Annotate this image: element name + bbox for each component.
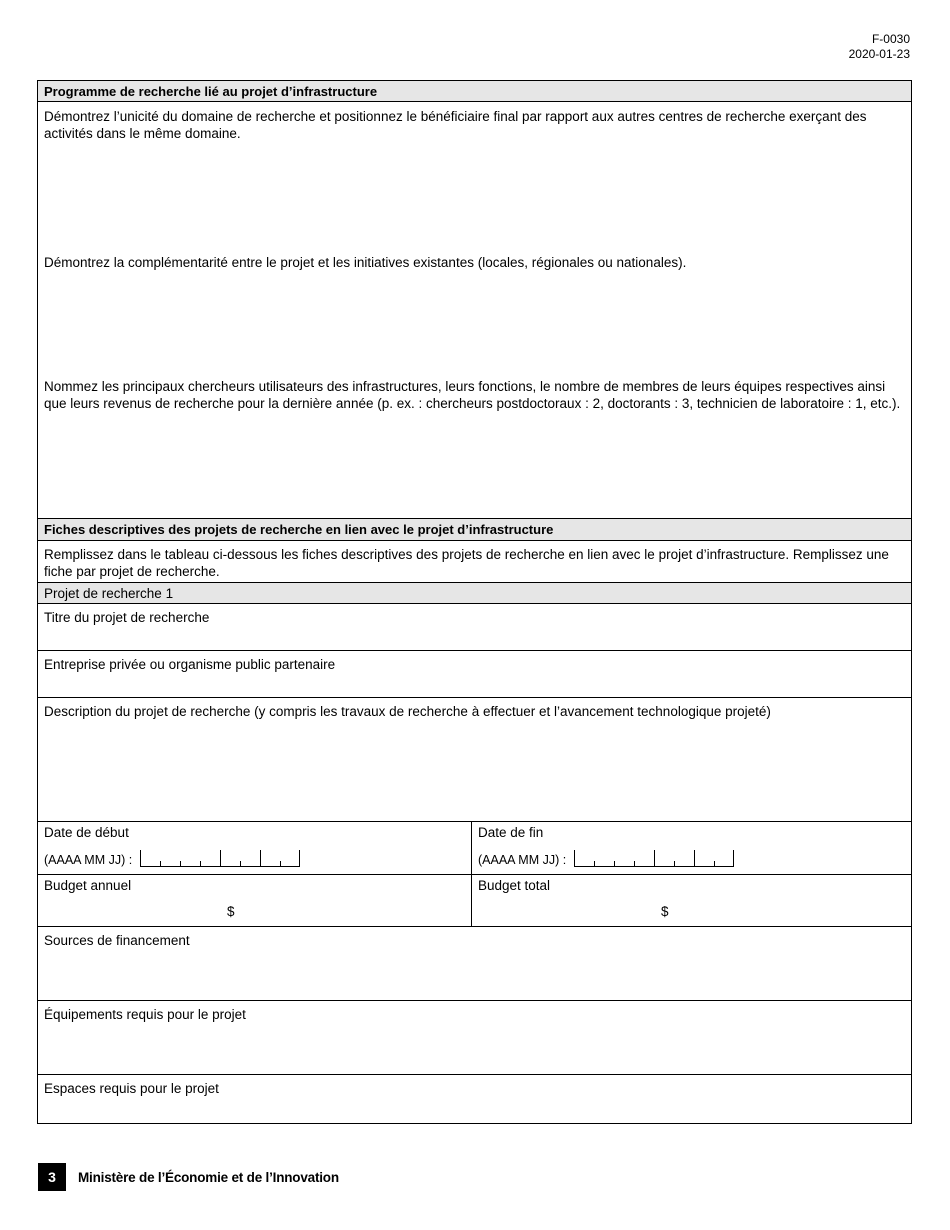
page-number: 3 xyxy=(38,1163,66,1191)
section-research-sheets-header: Fiches descriptives des projets de recherche en lien avec le projet d’infrastructure xyxy=(38,518,911,541)
project-1-header: Projet de recherche 1 xyxy=(38,583,911,604)
total-budget-currency: $ xyxy=(661,904,669,919)
annual-budget-currency: $ xyxy=(227,904,235,919)
form-code-block xyxy=(849,32,910,62)
researchers-field[interactable] xyxy=(38,373,911,513)
spaces-label: Espaces requis pour le projet xyxy=(44,1081,219,1096)
start-date-line xyxy=(44,850,300,867)
section-research-program-header: Programme de recherche lié au projet d’infrastructure xyxy=(38,81,911,102)
partner-label: Entreprise privée ou organisme public partenaire xyxy=(44,657,336,672)
section-intro: Remplissez dans le tableau ci-dessous les fiches descriptives des projets de recherche en lien avec le projet d’infrastructure. Remplissez une fiche par projet de recherche. xyxy=(38,541,911,583)
complementarity-question: Démontrez la complémentarité entre le projet et les initiatives existantes (locales, régionales ou nationales). xyxy=(44,255,687,270)
annual-budget-label: Budget annuel xyxy=(44,878,132,893)
equipment-label: Équipements requis pour le projet xyxy=(44,1007,246,1022)
project-title-field[interactable] xyxy=(38,604,911,651)
description-field[interactable] xyxy=(38,697,911,821)
equipment-field[interactable] xyxy=(38,1000,911,1074)
form-code: F-0030 xyxy=(871,32,910,46)
start-date-label: Date de début xyxy=(44,825,129,840)
start-date-format: (AAAA MM JJ) : xyxy=(44,853,133,867)
form-date: 2020-01-23 xyxy=(848,47,910,61)
end-date-input[interactable] xyxy=(574,850,734,867)
form-table xyxy=(37,80,912,1124)
end-date-label: Date de fin xyxy=(478,825,544,840)
budget-row xyxy=(38,874,911,926)
end-date-line xyxy=(478,850,734,867)
ministry-name: Ministère de l’Économie et de l’Innovation xyxy=(78,1169,339,1185)
spaces-field[interactable] xyxy=(38,1074,911,1123)
researchers-question: Nommez les principaux chercheurs utilisateurs des infrastructures, leurs fonctions, le nombre de membres de leurs équipes respectives ainsi que leurs revenus de recherche pour la dernière année (p. ex. : chercheurs postdoctoraux : 2, doctorants : 3, technicien de laboratoire : 1, etc.). xyxy=(44,379,901,411)
partner-field[interactable] xyxy=(38,650,911,697)
total-budget-cell[interactable] xyxy=(472,875,911,926)
end-date-format: (AAAA MM JJ) : xyxy=(478,853,567,867)
uniqueness-question: Démontrez l’unicité du domaine de recherche et positionnez le bénéficiaire final par rapport aux autres centres de recherche exerçant des activités dans le même domaine. xyxy=(44,109,867,141)
annual-budget-cell[interactable] xyxy=(38,875,472,926)
funding-sources-field[interactable] xyxy=(38,926,911,1000)
project-title-label: Titre du projet de recherche xyxy=(44,610,210,625)
total-budget-label: Budget total xyxy=(478,878,551,893)
page-footer xyxy=(38,1163,339,1191)
dates-row xyxy=(38,821,911,874)
complementarity-field[interactable] xyxy=(38,249,911,359)
funding-sources-label: Sources de financement xyxy=(44,933,190,948)
description-label: Description du projet de recherche (y compris les travaux de recherche à effectuer et l’avancement technologique projeté) xyxy=(44,704,771,719)
uniqueness-field[interactable] xyxy=(38,103,911,231)
start-date-cell[interactable] xyxy=(38,822,472,874)
end-date-cell[interactable] xyxy=(472,822,911,874)
start-date-input[interactable] xyxy=(140,850,300,867)
